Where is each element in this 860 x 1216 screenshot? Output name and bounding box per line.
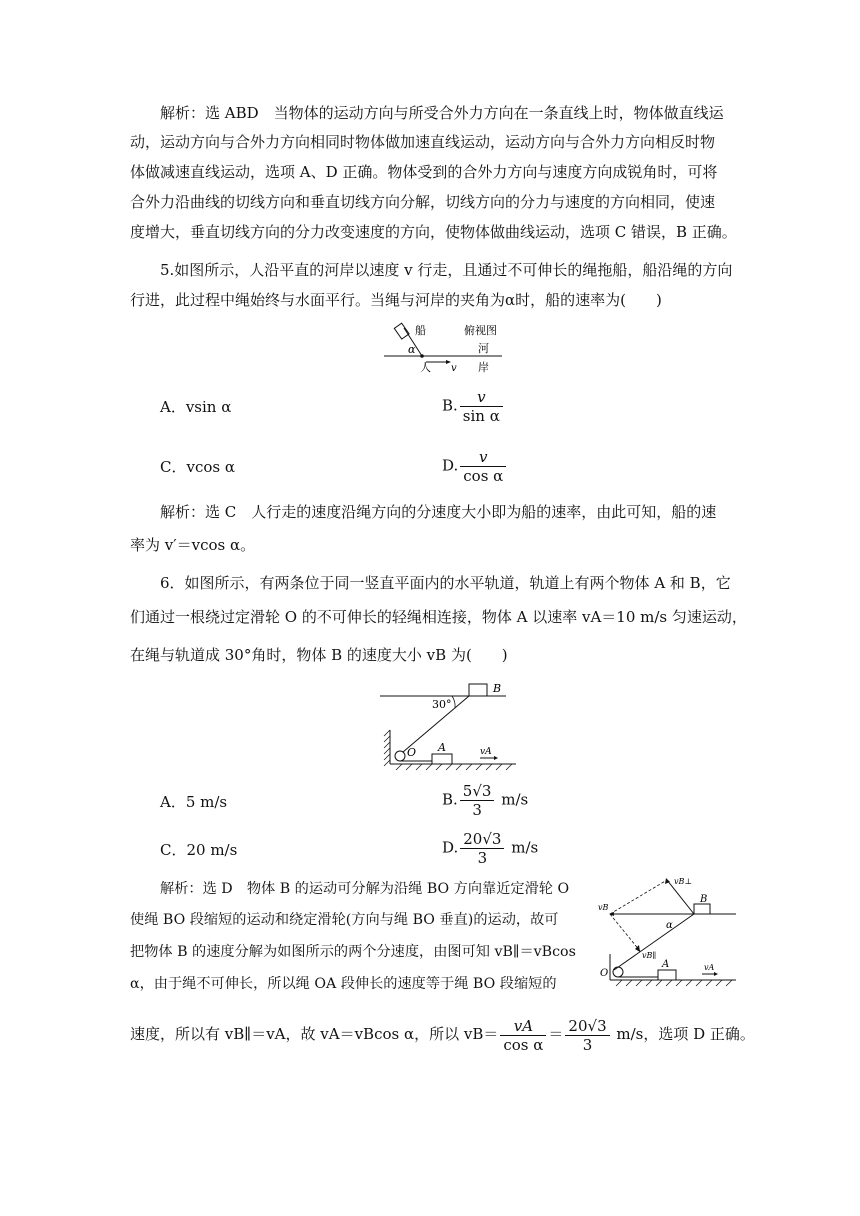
q5-solution-line-1: 解析：选 C 人行走的速度沿绳方向的分速度大小即为船的速率，由此可知，船的速 <box>160 503 717 521</box>
q5-stem-line-1: 5.如图所示，人沿平直的河岸以速度 v 行走，且通过不可伸长的绳拖船，船沿绳的方向 <box>160 261 733 279</box>
q6-stem-line-2: 们通过一根绕过定滑轮 O 的不可伸长的轻绳相连接，物体 A 以速率 vA＝10 m/s 匀速运动， <box>130 608 747 626</box>
q6-option-d-prefix: D. <box>442 838 459 857</box>
fraction-numerator: 5√3 <box>460 782 495 801</box>
q4-solution-line-1: 解析：选 ABD 当物体的运动方向与所受合外力方向在一条直线上时，物体做直线运 <box>160 104 724 122</box>
q6-solution-line-2: 使绳 BO 段缩短的运动和绕定滑轮(方向与绳 BO 垂直)的运动，故可 <box>130 912 559 928</box>
q5-option-c: C．vcos α <box>160 458 235 476</box>
fraction-numerator: v <box>460 448 506 467</box>
q5-option-b-fraction <box>460 388 503 425</box>
label-o: O <box>407 746 417 759</box>
sol5-suffix: m/s，选项 D 正确。 <box>611 1025 755 1043</box>
block-a <box>658 970 676 980</box>
label-alpha: α <box>666 920 673 931</box>
dashed-line-1 <box>610 880 667 914</box>
q5-option-a: A．vsin α <box>160 398 232 416</box>
q6-option-b-unit: m/s <box>501 790 529 809</box>
ground-hatch <box>616 980 732 986</box>
q5-option-d-fraction <box>460 448 506 485</box>
label-va: vA <box>480 747 492 757</box>
q6-option-c: C．20 m/s <box>160 841 238 859</box>
angle-label: 30° <box>432 698 452 711</box>
q6-pulley-figure <box>376 678 526 774</box>
dashed-line-2 <box>610 914 640 951</box>
label-vb-perp: vB⊥ <box>674 877 692 886</box>
pulley-o <box>613 967 623 977</box>
q5-solution-line-2: 率为 v′＝vcos α。 <box>130 536 256 554</box>
q5-stem-line-2: 行进，此过程中绳始终与水面平行。当绳与河岸的夹角为α时，船的速率为( ) <box>130 291 662 309</box>
person-label: 人 <box>420 361 431 374</box>
q6-option-a: A．5 m/s <box>160 793 228 811</box>
q6-stem-line-1: 6．如图所示，有两条位于同一竖直平面内的水平轨道，轨道上有两个物体 A 和 B，它 <box>160 574 731 592</box>
q6-solution-line-1: 解析：选 D 物体 B 的运动可分解为沿绳 BO 方向靠近定滑轮 O <box>160 881 570 897</box>
fraction-denominator: 3 <box>582 1035 593 1054</box>
label-b: B <box>700 894 708 905</box>
label-o: O <box>600 968 609 979</box>
q6-solution-line-5 <box>130 1012 755 1056</box>
q5-option-b <box>442 388 505 425</box>
pulley-o <box>395 751 405 761</box>
q5-option-b-prefix: B. <box>442 396 458 415</box>
sol5-fraction-1 <box>500 1017 546 1054</box>
q6-option-d-unit: m/s <box>511 838 539 857</box>
boat-label: 船 <box>415 324 426 337</box>
q6-solution-line-4: α，由于绳不可伸长，所以绳 OA 段伸长的速度等于绳 BO 段缩短的 <box>130 976 557 992</box>
block-a <box>432 754 452 764</box>
label-a: A <box>438 741 446 754</box>
sol5-equals: ＝ <box>548 1025 564 1043</box>
fraction-numerator: v <box>460 388 503 407</box>
q6-option-b-fraction <box>460 782 495 819</box>
q6-solution-line-3: 把物体 B 的速度分解为如图所示的两个分速度，由图可知 vB∥＝vBcos <box>130 944 576 960</box>
q6-option-b <box>442 782 528 819</box>
top-view-label: 俯视图 <box>464 324 497 337</box>
fraction-numerator: 20√3 <box>460 830 504 849</box>
q6-option-d <box>442 830 538 867</box>
fraction-denominator: sin α <box>462 407 500 425</box>
q6-stem-line-3: 在绳与轨道成 30°角时，物体 B 的速度大小 vB 为( ) <box>130 646 508 664</box>
q4-solution-line-4: 合外力沿曲线的切线方向和垂直切线方向分解，切线方向的分力与速度的方向相同，使速 <box>130 193 716 211</box>
q6-option-d-fraction <box>460 830 504 867</box>
fraction-numerator: 20√3 <box>565 1017 609 1036</box>
q4-solution-line-5: 度增大，垂直切线方向的分力改变速度的方向，使物体做曲线运动，选项 C 错误，B 正确。 <box>130 223 737 241</box>
label-b: B <box>493 682 502 695</box>
q5-option-d <box>442 448 508 485</box>
fraction-denominator: 3 <box>472 801 482 819</box>
sol5-fraction-2 <box>565 1017 609 1054</box>
bank-label: 岸 <box>478 361 489 374</box>
person-dot <box>420 354 424 358</box>
boat-shape <box>394 323 409 339</box>
fraction-numerator: vA <box>500 1017 546 1036</box>
q5-option-d-prefix: D. <box>442 456 459 475</box>
label-vb: vB <box>598 903 609 912</box>
label-a: A <box>662 959 670 970</box>
q6-solution-figure <box>596 872 738 990</box>
block-b <box>469 684 487 696</box>
alpha-label: α <box>408 343 416 356</box>
q4-solution-line-2: 动，运动方向与合外力方向相同时物体做加速直线运动，运动方向与合外力方向相反时物 <box>130 133 716 151</box>
rope-bo <box>614 914 694 970</box>
label-va: vA <box>704 963 715 972</box>
q4-solution-line-3: 体做减速直线运动，选项 A、D 正确。物体受到的合外力方向与速度方向成锐角时，可将 <box>130 163 718 181</box>
fraction-denominator: cos α <box>463 467 504 485</box>
q6-option-b-prefix: B. <box>442 790 458 809</box>
angle-arc <box>452 696 455 708</box>
block-b <box>694 904 710 914</box>
label-vb-par: vB∥ <box>642 951 657 960</box>
fraction-denominator: cos α <box>503 1035 544 1054</box>
sol5-prefix: 速度，所以有 vB∥＝vA，故 vA＝vBcos α，所以 vB＝ <box>130 1025 499 1043</box>
q5-boat-figure <box>380 320 510 376</box>
fraction-denominator: 3 <box>477 849 488 867</box>
v-label: v <box>451 363 457 374</box>
river-label: 河 <box>478 342 489 355</box>
